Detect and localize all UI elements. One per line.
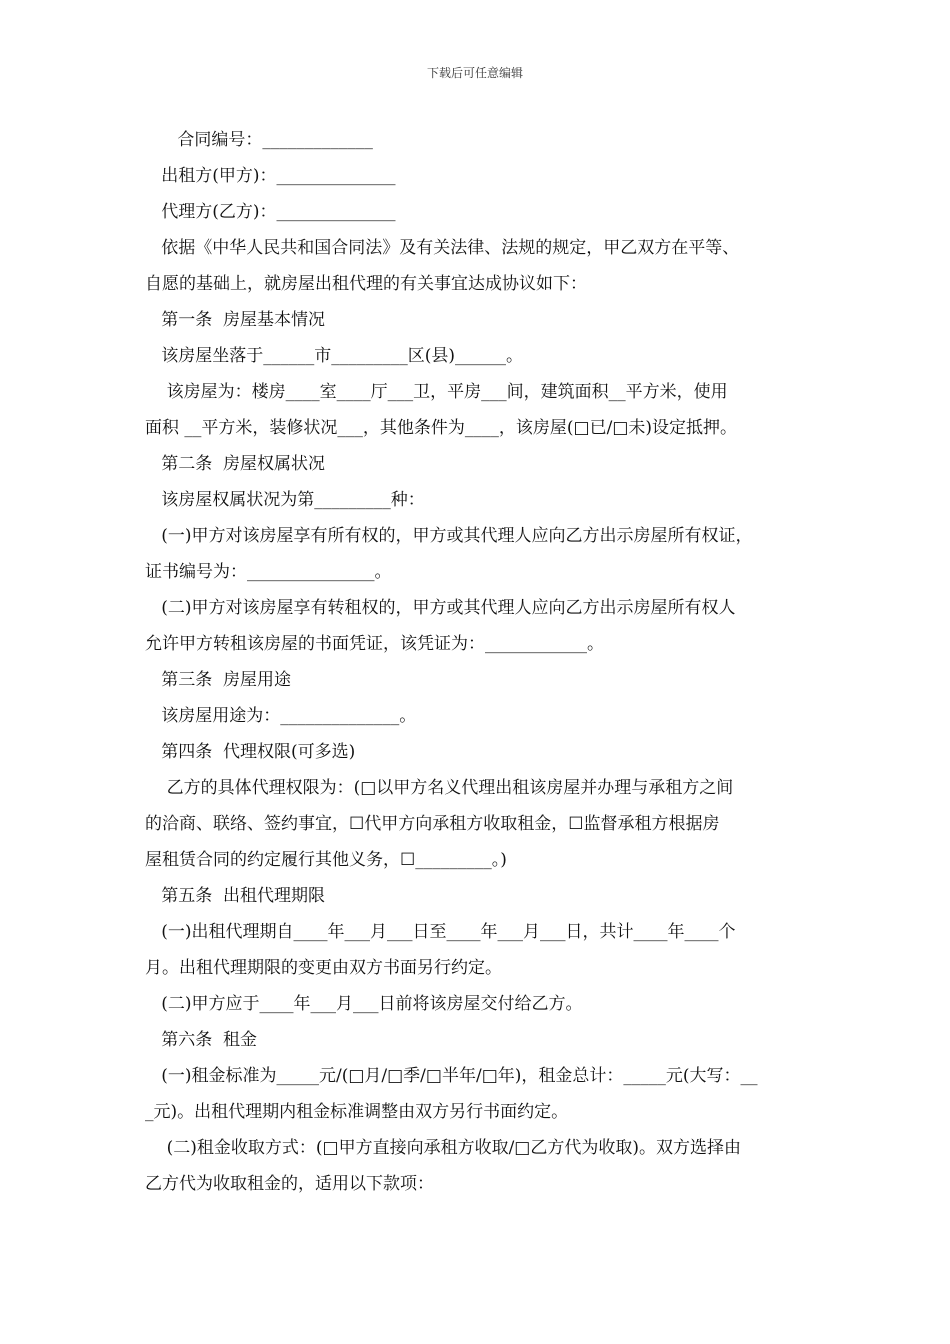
clause-line: 该房屋坐落于______市_________区(县)______。 [145,346,523,366]
article-heading: 第一条 房屋基本情况 [145,310,326,330]
clause-line: (二)租金收取方式：(□甲方直接向承租方收取/□乙方代为收取)。双方选择由 [145,1138,741,1158]
lessor-line: 出租方(甲方)：______________ [145,166,396,186]
contract-body [145,122,825,1202]
clause-line: 允许甲方转租该房屋的书面凭证，该凭证为：____________。 [145,634,604,654]
clause-line: (二)甲方对该房屋享有转租权的，甲方或其代理人应向乙方出示房屋所有权人 [145,598,736,618]
clause-line: 月。出租代理期限的变更由双方书面另行约定。 [145,958,502,978]
article-heading: 第三条 房屋用途 [145,670,292,690]
clause-line: (一)出租代理期自____年___月___日至____年___月___日，共计____年____个 [145,922,736,942]
page-header: 下载后可任意编辑 [426,66,523,80]
clause-line: 该房屋用途为：______________。 [145,706,417,726]
clause-line: 该房屋权属状况为第_________种： [145,490,425,510]
clause-line: 该房屋为：楼房____室____厅___卫，平房___间，建筑面积__平方米，使用 [145,382,728,402]
clause-line: 乙方代为收取租金的，适用以下款项： [145,1174,434,1194]
preamble-line: 依据《中华人民共和国合同法》及有关法律、法规的规定，甲乙双方在平等、 [145,238,740,258]
clause-line: (一)甲方对该房屋享有所有权的，甲方或其代理人应向乙方出示房屋所有权证， [145,526,753,546]
agent-line: 代理方(乙方)：______________ [145,202,396,222]
clause-line: (一)租金标准为_____元/(□月/□季/□半年/□年)，租金总计：_____元(大写：__ [145,1066,758,1086]
article-heading: 第五条 出租代理期限 [145,886,326,906]
article-heading: 第四条 代理权限(可多选) [145,742,356,762]
article-heading: 第六条 租金 [145,1030,258,1050]
clause-line: 屋租赁合同的约定履行其他义务，☐_________。) [145,850,507,870]
clause-line: 面积 __平方米，装修状况___，其他条件为____，该房屋(□已/□未)设定抵押。 [145,418,738,438]
clause-line: 乙方的具体代理权限为：(□以甲方名义代理出租该房屋并办理与承租方之间 [145,778,734,798]
contract-number-line: 合同编号：_____________ [145,130,373,150]
clause-line: 的洽商、联络、签约事宜，☐代甲方向承租方收取租金，☐监督承租方根据房 [145,814,720,834]
clause-line: 证书编号为：_______________。 [145,562,392,582]
clause-line: _元)。出租代理期内租金标准调整由双方另行书面约定。 [145,1102,569,1122]
preamble-line: 自愿的基础上，就房屋出租代理的有关事宜达成协议如下： [145,274,587,294]
clause-line: (二)甲方应于____年___月___日前将该房屋交付给乙方。 [145,994,583,1014]
article-heading: 第二条 房屋权属状况 [145,454,326,474]
